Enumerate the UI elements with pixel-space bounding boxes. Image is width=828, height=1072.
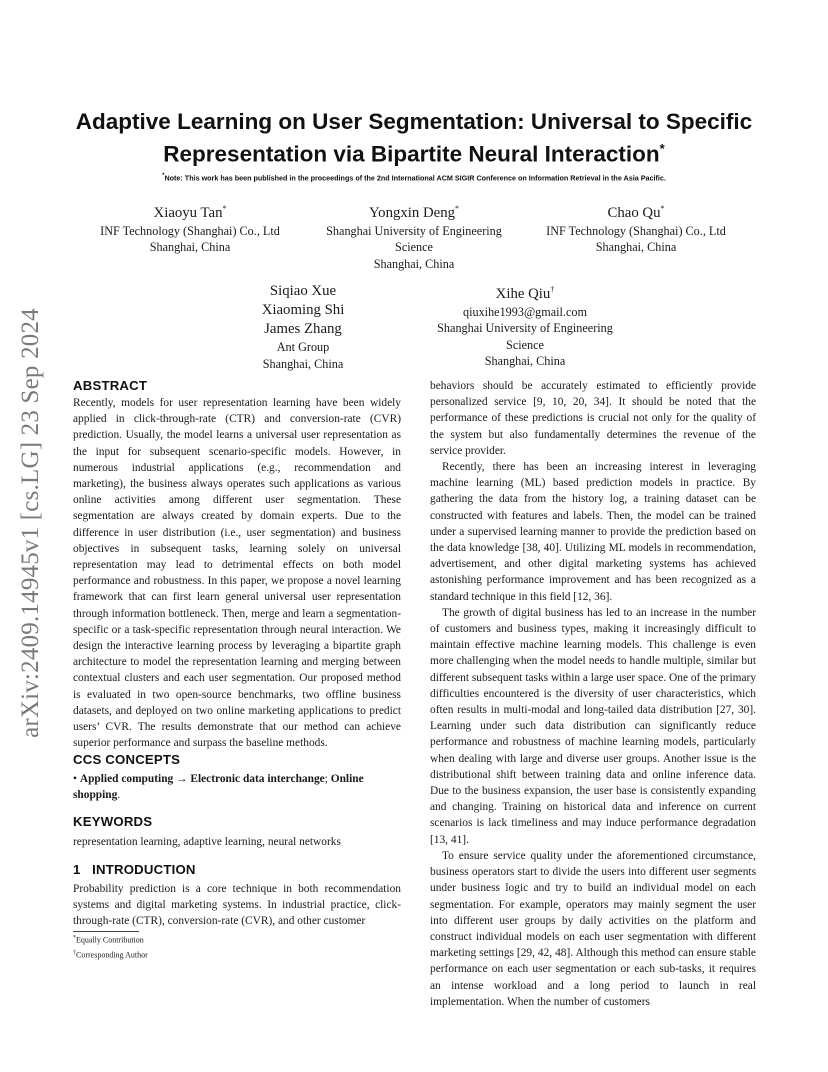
author-affiliation: INF Technology (Shanghai) Co., Ltd [546, 223, 726, 238]
title-line-2: Representation via Bipartite Neural Interaction* [163, 141, 665, 167]
author-group-ant [223, 282, 383, 372]
title-note: *Note: This work has been published in the proceedings of the 2nd International ACM SIGIR Conference on Information Retrieval in the Asia Pacific. [162, 173, 666, 183]
author-name: Xiaoyu Tan* [153, 204, 227, 221]
intro-paragraph-cont: behaviors should be accurately estimated to efficiently provide personalized service [9, 10, 20, 34]. It should be noted that the performance of these predictions is crucial not only for the quality of the system but also fundamentally determines the revenue of the service provider. [430, 380, 756, 457]
author-location: Shanghai, China [149, 240, 231, 255]
author-name: Siqiao Xue [269, 283, 337, 299]
introduction-heading: 1 INTRODUCTION [73, 862, 196, 877]
title-footnote-marker: * [659, 141, 665, 156]
ccs-heading: CCS CONCEPTS [73, 752, 181, 767]
intro-paragraph-3: The growth of digital business has led to an increase in the number of customers and business types, making it increasingly difficult to maintain effective machine learning models. This challenge is even more challenging when the model needs to handle multiple, similar but different subsequent tasks within a large user space. One of the primary difficulties encountered is the diversity of user characteristics, which often results in multi-modal and long-tailed data distribution [27, 30]. Learning under such data distribution can significantly reduce performance and robustness of machine learning models, particularly when dealing with large and diverse user groups. Another issue is the distributional shift between training data and online inference data. Due to the business expansion, the user base is consistently expanding and changing. Training on historical data and inference on current scenarios is lack timeliness and may induce performance degradation [13, 41]. [430, 606, 757, 846]
right-column [430, 378, 756, 1010]
arxiv-stamp [8, 288, 54, 758]
intro-paragraph-1: Probability prediction is a core technique in both recommendation systems and digital marketing systems. In industrial practice, click-through-rate (CTR), conversion-rate (CVR), and other customer [73, 883, 401, 928]
author-last [410, 280, 640, 370]
author-location: Shanghai, China [484, 354, 566, 369]
author-affiliation: Shanghai University of Engineering [437, 321, 613, 336]
footnote-2: †Corresponding Author [73, 949, 148, 960]
author-location: Shanghai, China [595, 240, 677, 255]
author-2 [300, 199, 528, 272]
intro-paragraph-4: To ensure service quality under the aforementioned circumstance, business operators start to divide the users into different user segments under business logic and try to build an individual model on each segmentation. For example, operators may mainly segment the user into different user groups by daily activities on the platform and construct individual models on each user segmentation with different marketing settings [29, 42, 48]. Although this method can ensure stable performance on each user segmentation or each sub-tasks, it requires an intense workload and a long period to launch in real implementation. When the number of customers [430, 849, 756, 1008]
title-line-1: Adaptive Learning on User Segmentation: Universal to Specific [75, 109, 753, 134]
footnote-1: *Equally Contribution [73, 935, 144, 945]
abstract-body [73, 395, 401, 751]
introduction-body [73, 881, 401, 930]
author-name: James Zhang [264, 321, 342, 337]
keywords-text: representation learning, adaptive learning, neural networks [73, 836, 341, 848]
author-name: Xiaoming Shi [261, 302, 345, 318]
intro-paragraph-2: Recently, there has been an increasing interest in leveraging machine learning (ML) based prediction models in practice. By gathering the data from the history log, a training dataset can be constructed with features and labels. Then, the model can be trained under a supervised learning manner to provide the prediction based on the data knowledge [38, 40]. Utilizing ML models in recommendation, advertisement, and other digital marketing systems has achieved astonishing performance improvement and has been recognized as a standard technique in this field [12, 36]. [430, 461, 756, 603]
keywords-heading: KEYWORDS [73, 814, 153, 829]
abstract-text: Recently, models for user representation learning have been widely applied in click-through-rate (CTR) and conversion-rate (CVR) prediction. Usually, the model learns a universal user representation as the input for subsequent scenario-specific models. However, in numerous industrial applications (e.g., recommendation and marketing), the business always operates such applications as various online activities among different user segmentation. These segmentation are always created by domain experts. Due to the difference in user distribution (i.e., user segmentation) and business objectives in subsequent tasks, learning solely on universal representation may lead to detrimental effects on both model performance and robustness. In this paper, we propose a novel learning framework that can first learn general universal user representation through information bottleneck. Then, merge and learn a segmentation-specific or a task-specific representation through neural interaction. We design the interactive learning process by leveraging a bipartite graph architecture to model the representation learning and merging between contextual clusters and each user segmentation. Our proposed method is evaluated in two open-source benchmarks, two offline business datasets, and deployed on two online marketing applications to predict users’ CVR. The results demonstrate that our method can achieve superior performance and surpass the baseline methods. [73, 397, 401, 750]
author-name: Xihe Qiu† [495, 285, 555, 302]
author-3 [526, 199, 746, 256]
arxiv-identifier: arXiv:2409.14945v1 [cs.LG] 23 Sep 2024 [17, 308, 44, 738]
author-affiliation: INF Technology (Shanghai) Co., Ltd [100, 223, 280, 238]
title-note-marker: * [162, 173, 165, 179]
author-location: Shanghai, China [373, 256, 455, 271]
paper-title [60, 108, 768, 168]
author-affiliation: Shanghai University of Engineering [326, 223, 502, 238]
author-location: Shanghai, China [262, 356, 344, 371]
footnotes [73, 932, 401, 961]
author-name: Chao Qu* [607, 204, 665, 221]
author-email: qiuxihe1993@gmail.com [463, 304, 587, 319]
author-1 [80, 199, 300, 256]
author-affiliation-cont: Science [506, 337, 544, 352]
author-affiliation-cont: Science [395, 240, 433, 255]
author-name: Yongxin Deng* [368, 204, 460, 221]
abstract-heading: ABSTRACT [73, 378, 148, 393]
ccs-concepts: • Applied computing → Electronic data interchange; Online shopping. [73, 773, 364, 802]
author-affiliation: Ant Group [276, 340, 330, 354]
